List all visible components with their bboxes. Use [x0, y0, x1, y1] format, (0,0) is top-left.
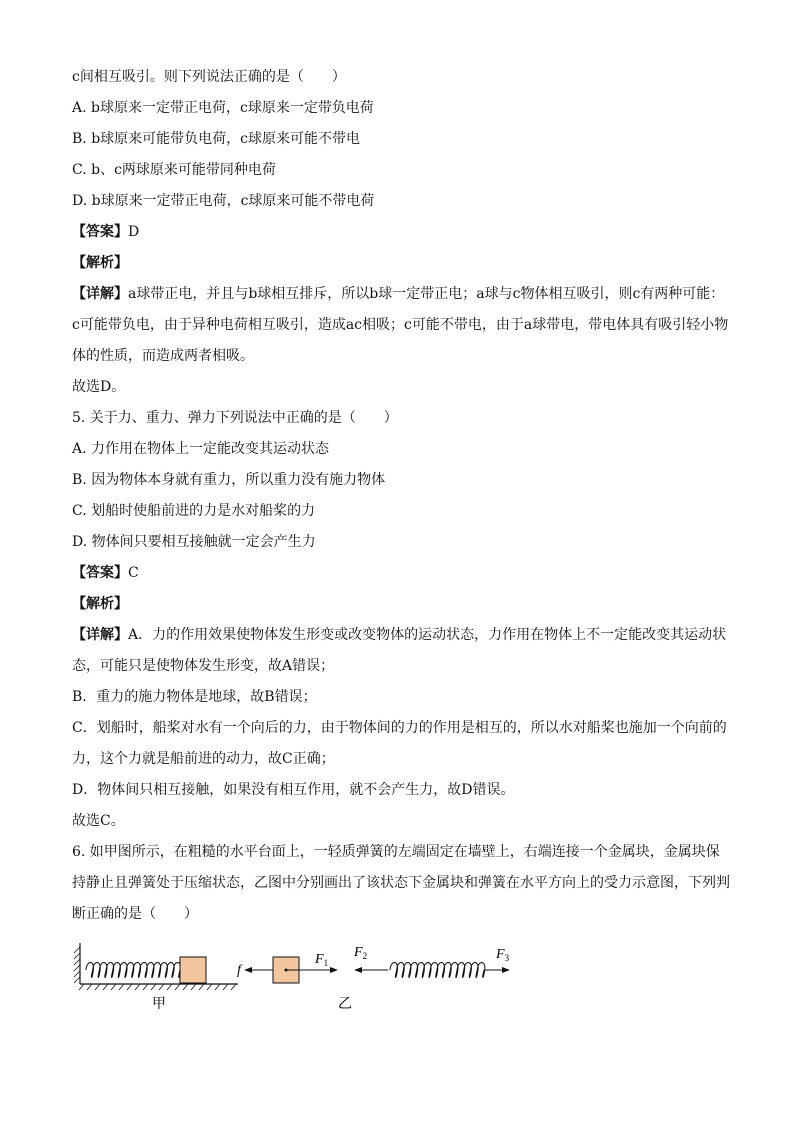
answer-tag: 【答案】: [72, 565, 128, 581]
arrow-F2-head: [354, 967, 362, 973]
q5-answer: [72, 558, 732, 589]
arrow-F1-head: [330, 967, 338, 973]
q5-option-a: A. 力作用在物体上一定能改变其运动状态: [72, 441, 330, 457]
figure-jia: [74, 943, 238, 1012]
q4-option-c: C. b、c两球原来可能带同种电荷: [72, 162, 276, 178]
q5-option-b: B. 因为物体本身就有重力，所以重力没有施力物体: [72, 472, 386, 488]
label-F2: $F_2$: [354, 945, 368, 961]
label-f: f: [237, 963, 241, 978]
q4-option-a: A. b球原来一定带正电荷，c球原来一定带负电荷: [72, 100, 374, 116]
answer-tag: 【答案】: [72, 224, 128, 240]
q4-option-d: D. b球原来一定带正电荷，c球原来可能不带电荷: [72, 193, 375, 209]
force-diagram: [72, 938, 532, 1018]
label-F3: $F_3$: [496, 947, 510, 963]
detail-text: a球带正电，并且与b球相互排斥，所以b球一定带正电；a球与c物体相互吸引，则c有两种可能：c可能带负电，由于异种电荷相互吸引，造成ac相吸；c可能不带电，由于a球带电，带电体具有吸引轻小物体的性质，而造成两者相吸。: [72, 286, 729, 364]
label-yi: 乙: [338, 997, 352, 1012]
q6-figure: [72, 938, 532, 1018]
q6-stem: 6. 如甲图所示，在粗糙的水平台面上，一轻质弹簧的左端固定在墙壁上，右端连接一个金属块，金属块保持静止且弹簧处于压缩状态，乙图中分别画出了该状态下金属块和弹簧在水平方向上的受力示意图，下列判断正确的是（ ）: [72, 844, 730, 922]
q5-option-c: C. 划船时使船前进的力是水对船桨的力: [72, 503, 316, 519]
label-jia: 甲: [152, 997, 166, 1012]
answer-value: C: [128, 565, 139, 581]
q5-analysis-tag: 【解析】: [72, 596, 128, 612]
q5-detail-b: B．重力的施力物体是地球，故B错误；: [72, 689, 317, 705]
q4-analysis-tag: 【解析】: [72, 255, 128, 271]
detail-text: A．力的作用效果使物体发生形变或改变物体的运动状态，力作用在物体上不一定能改变其运动状态，可能只是使物体发生形变，故A错误；: [72, 627, 727, 674]
arrow-F3-head: [502, 967, 510, 973]
q5-detail-a: [72, 620, 732, 682]
label-F1: $F_1$: [315, 952, 329, 968]
metal-block-jia: [180, 957, 206, 983]
figure-yi-spring: [353, 945, 510, 978]
spring-jia: [86, 963, 181, 978]
figure-yi-block: [237, 952, 352, 1012]
q4-stem-tail: c间相互吸引。则下列说法正确的是（ ）: [72, 69, 346, 85]
spring-yi: [390, 963, 485, 978]
q4-answer: [72, 217, 732, 248]
arrow-f-head: [244, 967, 252, 973]
q4-choose: 故选D。: [72, 379, 126, 395]
q5-stem: 5. 关于力、重力、弹力下列说法中正确的是（ ）: [72, 410, 398, 426]
document-page: [72, 62, 732, 930]
detail-tag: 【详解】: [72, 286, 128, 302]
q5-option-d: D. 物体间只要相互接触就一定会产生力: [72, 534, 316, 550]
wall-hatching: [74, 947, 80, 983]
q4-detail: [72, 279, 732, 372]
q5-detail-c: C．划船时，船桨对水有一个向后的力，由于物体间的力的作用是相互的，所以水对船桨也施加一个向前的力，这个力就是船前进的动力，故C正确；: [72, 720, 727, 767]
answer-value: D: [128, 224, 140, 240]
q4-option-b: B. b球原来可能带负电荷，c球原来可能不带电: [72, 131, 360, 147]
q5-detail-d: D．物体间只相互接触，如果没有相互作用，就不会产生力，故D错误。: [72, 782, 515, 798]
detail-tag: 【详解】: [72, 627, 128, 643]
q5-choose: 故选C。: [72, 813, 125, 829]
ground-hatching: [79, 984, 236, 990]
